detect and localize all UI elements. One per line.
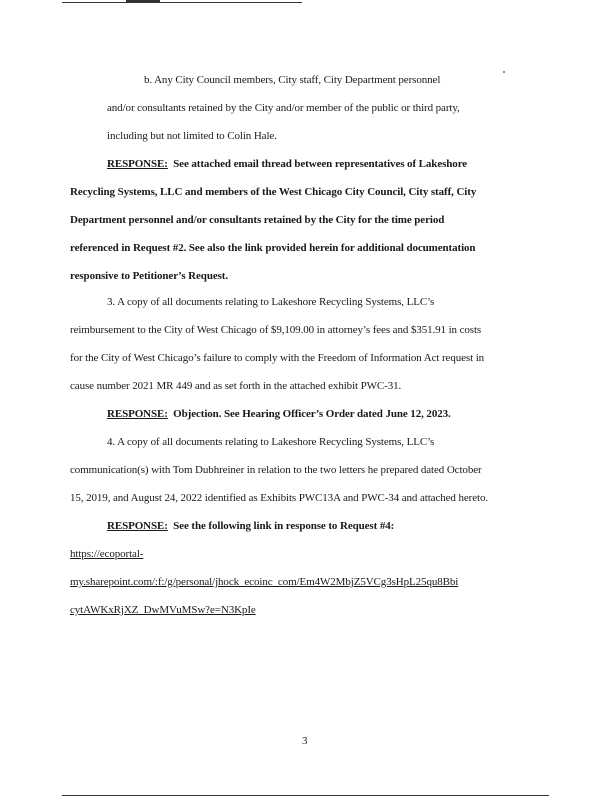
sharepoint-link-line-2[interactable]: my.sharepoint.com/:f:/g/personal/jhock_ecoinc_com/Em4W2MbjZ5VCg3sHpL25qu8Bbi [70, 576, 459, 588]
item-4-line-1: 4. A copy of all documents relating to Lakeshore Recycling Systems, LLC’s [107, 436, 435, 448]
item-3-line-1: 3. A copy of all documents relating to Lakeshore Recycling Systems, LLC’s [107, 296, 435, 308]
page-number: 3 [302, 735, 308, 747]
item-3-line-4: cause number 2021 MR 449 and as set forth in the attached exhibit PWC-31. [70, 380, 402, 392]
top-rule [62, 2, 302, 3]
item-4-line-3: 15, 2019, and August 24, 2022 identified as Exhibits PWC13A and PWC-34 and attached hereto. [70, 492, 489, 504]
item-b-line-1: b. Any City Council members, City staff, City Department personnel [144, 74, 441, 86]
response-3-line [107, 407, 451, 421]
item-b-line-2: and/or consultants retained by the City and/or member of the public or third party, [107, 102, 460, 114]
response-b-line-3: Department personnel and/or consultants retained by the City for the time period [70, 214, 445, 226]
item-3-line-3: for the City of West Chicago’s failure to comply with the Freedom of Information Act request in [70, 352, 485, 364]
response-4-label: RESPONSE: [107, 520, 168, 532]
item-3-line-2: reimbursement to the City of West Chicago of $9,109.00 in attorney’s fees and $351.91 in costs [70, 324, 482, 336]
scan-speck [503, 71, 505, 73]
item-b-line-3: including but not limited to Colin Hale. [107, 130, 277, 142]
response-3-text: Objection. See Hearing Officer’s Order dated June 12, 2023. [173, 408, 451, 420]
response-b-text: See attached email thread between representatives of Lakeshore [173, 158, 468, 170]
item-4-line-2: communication(s) with Tom Dubhreiner in relation to the two letters he prepared dated October [70, 464, 482, 476]
bottom-rule [62, 795, 549, 796]
response-3-label: RESPONSE: [107, 408, 168, 420]
response-4-text: See the following link in response to Request #4: [173, 520, 395, 532]
response-b-line-1 [107, 157, 467, 171]
response-4-line [107, 519, 394, 533]
sharepoint-link-line-3[interactable]: cytAWKxRjXZ_DwMVuMSw?e=N3KpIe [70, 604, 256, 616]
sharepoint-link-line-1[interactable]: https://ecoportal- [70, 548, 144, 560]
response-b-label: RESPONSE: [107, 158, 168, 170]
response-b-line-5: responsive to Petitioner’s Request. [70, 270, 229, 282]
response-b-line-4: referenced in Request #2. See also the link provided herein for additional documentation [70, 242, 476, 254]
response-b-line-2: Recycling Systems, LLC and members of the West Chicago City Council, City staff, City [70, 186, 477, 198]
